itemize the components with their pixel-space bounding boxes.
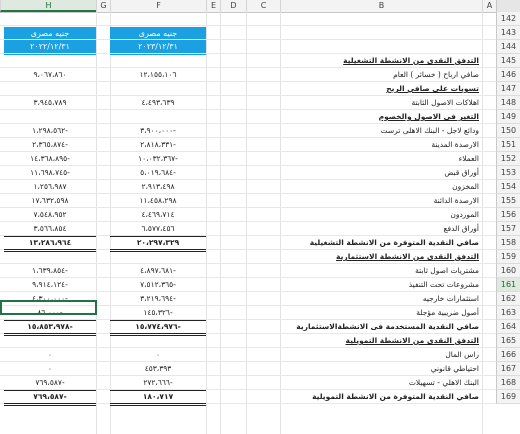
column-header-f[interactable]: F bbox=[110, 0, 206, 12]
value-cell-f[interactable]: ٢،٨١٨،٣٣١- bbox=[140, 140, 176, 149]
row-label[interactable]: صافي النقدية المستخدمة فى الانشطةالاستثمارية bbox=[296, 322, 479, 331]
row-header[interactable]: 161 bbox=[496, 278, 520, 292]
row-label[interactable]: الموردون bbox=[450, 210, 479, 219]
row-header[interactable]: 154 bbox=[496, 180, 520, 194]
value-cell-f[interactable] bbox=[110, 110, 206, 124]
active-cell[interactable] bbox=[0, 300, 97, 315]
row-label[interactable]: صافي ارباح ( خسائر ) العام bbox=[393, 70, 479, 79]
value-cell-h[interactable]: ٧،٥٤٨،٩٥٢ bbox=[33, 210, 67, 219]
row-label[interactable]: الارصدة المدينة bbox=[431, 140, 479, 149]
row-label[interactable]: أوراق قبض bbox=[444, 168, 479, 177]
value-cell-f[interactable]: ٤،٤٩٣،٦٣٩ bbox=[141, 98, 175, 107]
row-label[interactable]: العملاء bbox=[458, 154, 479, 163]
value-cell-f[interactable]: ١٨٠،٧١٧ bbox=[110, 390, 206, 406]
header-f-currency: جنيه مصرى bbox=[138, 29, 178, 38]
row-header[interactable]: 163 bbox=[496, 306, 520, 320]
header-cell-f[interactable] bbox=[110, 27, 206, 55]
row-label[interactable]: التغير فى الاصول والخصوم bbox=[378, 112, 479, 121]
value-cell-h[interactable] bbox=[4, 250, 96, 264]
value-cell-f[interactable]: ١٥،٧٧٤،٩٧٦- bbox=[110, 320, 206, 336]
row-header[interactable]: 165 bbox=[496, 334, 520, 348]
row-label[interactable]: الارصدة الدائنة bbox=[433, 196, 479, 205]
value-cell-f[interactable]: ١٠،٠٣٢،٣٦٧- bbox=[138, 154, 178, 163]
value-cell-h[interactable]: ٠ bbox=[47, 364, 53, 373]
header-h-date: ٢٠٢٢/١٢/٣١ bbox=[30, 42, 70, 51]
gridline bbox=[96, 12, 97, 434]
row-label[interactable]: البنك الاهلي - تسهيلات bbox=[408, 378, 479, 387]
row-header[interactable]: 162 bbox=[496, 292, 520, 306]
value-cell-f[interactable]: ٦،٥٧٧،٤٥٦ bbox=[141, 224, 175, 233]
value-cell-f[interactable]: ١٢،١٥٥،١٠٦ bbox=[139, 70, 177, 79]
row-header[interactable]: 143 bbox=[496, 26, 520, 40]
row-label[interactable]: صافي النقدية المتوفرة من الانشطة التمويلية bbox=[312, 392, 479, 401]
row-header[interactable]: 164 bbox=[496, 320, 520, 334]
column-header-c[interactable]: C bbox=[246, 0, 280, 12]
row-label[interactable]: صافي النقدية المتوفرة من الانشطة التشغيلية bbox=[309, 238, 479, 247]
value-cell-f[interactable]: ٢٧٢،٦٦٦- bbox=[143, 378, 173, 387]
row-header[interactable]: 147 bbox=[496, 82, 520, 96]
value-cell-f[interactable]: ٤٥٣،٣٩٣ bbox=[144, 364, 172, 373]
value-cell-h[interactable]: ٩،٠٦٧،٨٦٠ bbox=[33, 70, 67, 79]
column-header-g[interactable]: G bbox=[96, 0, 110, 12]
value-cell-f[interactable]: ٤،٤٦٩،٧١٤ bbox=[141, 210, 175, 219]
row-label[interactable]: احتياطي قانوني bbox=[430, 364, 479, 373]
value-cell-h[interactable]: ١،٦٣٩،٨٥٤- bbox=[32, 266, 68, 275]
row-label[interactable]: مشروعات تحت التنفيذ bbox=[408, 280, 479, 289]
header-cell-h[interactable] bbox=[4, 27, 96, 55]
value-cell-h[interactable] bbox=[4, 334, 96, 348]
value-cell-h[interactable]: ١،٢٥٦،٩٨٧ bbox=[33, 182, 67, 191]
row-header[interactable]: 148 bbox=[496, 96, 520, 110]
value-cell-h[interactable]: ١،٢٩٨،٥٦٢- bbox=[32, 126, 68, 135]
value-cell-h[interactable]: ١٤،٣٦٨،٨٩٥- bbox=[30, 154, 70, 163]
row-label[interactable]: اهلاكات الاصول الثابتة bbox=[411, 98, 479, 107]
row-label[interactable]: تسويات على صافي الربح bbox=[386, 84, 479, 93]
row-label[interactable]: ودائع لاجل - البنك الاهلى ترست bbox=[380, 126, 479, 135]
column-header-b[interactable]: B bbox=[280, 0, 482, 12]
row-header[interactable]: 158 bbox=[496, 236, 520, 250]
value-cell-h[interactable]: ٧٦٩،٥٨٧- bbox=[35, 378, 65, 387]
value-cell-h[interactable]: ١٥،٨٥٣،٩٧٨- bbox=[4, 320, 96, 336]
value-cell-f[interactable]: ٤،٨٩٧،٦٨١- bbox=[140, 266, 176, 275]
value-cell-f[interactable]: ٥،٠١٩،٦٨٤- bbox=[140, 168, 176, 177]
gridline bbox=[206, 12, 207, 434]
row-label[interactable]: أوراق الدفع bbox=[443, 224, 479, 233]
gridline bbox=[482, 12, 483, 434]
column-header-d[interactable]: D bbox=[220, 0, 246, 12]
row-header[interactable]: 160 bbox=[496, 264, 520, 278]
row-header[interactable]: 169 bbox=[496, 390, 520, 404]
header-f-date: ٢٠٢٣/١٢/٣١ bbox=[138, 42, 178, 51]
row-header[interactable]: 157 bbox=[496, 222, 520, 236]
value-cell-f[interactable] bbox=[110, 82, 206, 96]
value-cell-h[interactable]: ١٣،٢٨٦،٩٦٤ bbox=[4, 236, 96, 252]
value-cell-h[interactable]: ٣،٥٦٦،٨٥٤ bbox=[33, 224, 67, 233]
value-cell-h[interactable]: ٧٦٩،٥٨٧- bbox=[4, 390, 96, 406]
row-label[interactable]: التدفق النقدى من الانشطة التمويلية bbox=[345, 336, 479, 345]
row-header[interactable]: 145 bbox=[496, 54, 520, 68]
row-header[interactable]: 146 bbox=[496, 68, 520, 82]
select-all-corner[interactable] bbox=[496, 0, 520, 12]
value-cell-h[interactable] bbox=[4, 110, 96, 124]
row-header[interactable]: 156 bbox=[496, 208, 520, 222]
value-cell-f[interactable]: ١٤٥،٣٢٦- bbox=[143, 308, 173, 317]
row-label[interactable]: استثمارات خارجيه bbox=[422, 294, 479, 303]
value-cell-h[interactable]: ٤،٣٠٠،٠٠٠- bbox=[32, 294, 68, 303]
row-header[interactable]: 166 bbox=[496, 348, 520, 362]
value-cell-f[interactable] bbox=[110, 334, 206, 348]
value-cell-f[interactable]: ١١،٤٥٨،٢٩٨ bbox=[139, 196, 177, 205]
row-header[interactable]: 142 bbox=[496, 12, 520, 26]
gridline bbox=[0, 25, 496, 26]
column-header-a[interactable]: A bbox=[482, 0, 496, 12]
row-header[interactable]: 159 bbox=[496, 250, 520, 264]
row-header[interactable]: 152 bbox=[496, 152, 520, 166]
column-header-h[interactable]: H bbox=[0, 0, 96, 12]
row-label[interactable]: المخزون bbox=[452, 182, 479, 191]
row-header[interactable]: 168 bbox=[496, 376, 520, 390]
row-label[interactable]: التدفق النقدى من الانشطة الاستثمارية bbox=[336, 252, 479, 261]
value-cell-h[interactable] bbox=[4, 82, 96, 96]
row-header[interactable]: 151 bbox=[496, 138, 520, 152]
value-cell-f[interactable]: ٠ bbox=[155, 350, 161, 359]
value-cell-h[interactable]: ١٧،٦٣٢،٥٩٨ bbox=[31, 196, 69, 205]
value-cell-h[interactable]: ٣،٩٤٥،٧٨٩ bbox=[33, 98, 67, 107]
row-header[interactable]: 150 bbox=[496, 124, 520, 138]
gridline bbox=[220, 12, 221, 434]
row-label[interactable]: أصول ضريبية مؤجلة bbox=[416, 308, 479, 317]
gridline bbox=[0, 39, 496, 40]
row-header[interactable]: 144 bbox=[496, 40, 520, 54]
value-cell-h[interactable]: ٢،٣٦٥،٨٧٤- bbox=[32, 140, 68, 149]
row-label[interactable]: التدفق النقدى من الانشطة التشغيلية bbox=[343, 56, 479, 65]
value-cell-h[interactable]: ٠ bbox=[47, 350, 53, 359]
value-cell-f[interactable]: ٢٠،٢٩٧،٣٢٩ bbox=[110, 236, 206, 252]
row-header[interactable]: 167 bbox=[496, 362, 520, 376]
row-label[interactable]: مشتريات اصول ثابتة bbox=[415, 266, 479, 275]
value-cell-f[interactable] bbox=[110, 54, 206, 68]
header-h-currency: جنيه مصرى bbox=[30, 29, 70, 38]
value-cell-h[interactable]: ١١،٦٩٨،٧٤٥- bbox=[30, 168, 70, 177]
value-cell-f[interactable] bbox=[110, 250, 206, 264]
row-label[interactable]: راس المال bbox=[445, 350, 479, 359]
value-cell-f[interactable]: ٢،٩١٣،٤٩٨ bbox=[141, 182, 175, 191]
value-cell-f[interactable]: ٣،٢١٩،٦٩٤- bbox=[140, 294, 176, 303]
value-cell-h[interactable] bbox=[4, 54, 96, 68]
value-cell-f[interactable]: ٧،٥١٢،٣٦٥- bbox=[140, 280, 176, 289]
row-header[interactable]: 153 bbox=[496, 166, 520, 180]
value-cell-f[interactable]: ٣،٩٠٠،٠٠٠- bbox=[140, 126, 176, 135]
value-cell-h[interactable]: ٩،٩١٤،١٢٤- bbox=[32, 280, 68, 289]
value-cell-h[interactable]: ٨٦،٠٠٠- bbox=[37, 308, 63, 317]
row-header[interactable]: 149 bbox=[496, 110, 520, 124]
column-header-e[interactable]: E bbox=[206, 0, 220, 12]
row-header[interactable]: 155 bbox=[496, 194, 520, 208]
